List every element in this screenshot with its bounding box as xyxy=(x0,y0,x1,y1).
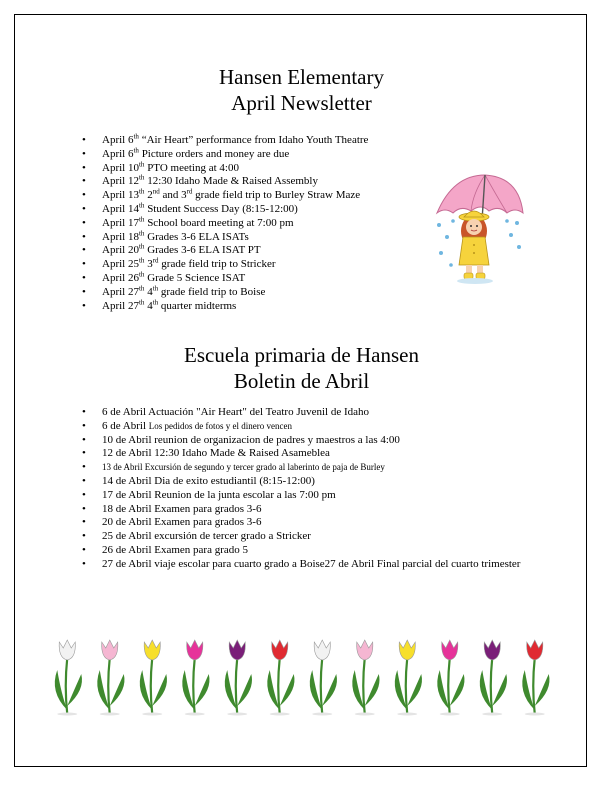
ordinal-suffix: th xyxy=(133,132,139,141)
ordinal-suffix: th xyxy=(138,270,145,279)
event-text: April 12 xyxy=(102,175,139,188)
tulip-icon xyxy=(352,640,379,716)
event-text: 17 de Abril Reunion de la junta escolar a las 7:00 pm xyxy=(102,488,336,501)
event-text: grade field trip to Boise xyxy=(158,285,266,298)
event-text: grade field trip to Stricker xyxy=(158,258,276,271)
spanish-event-item xyxy=(82,406,542,420)
tulip-icon xyxy=(437,640,464,716)
event-text: 12 de Abril 12:30 Idaho Made & Raised Asameblea xyxy=(102,447,330,460)
event-text: April 20 xyxy=(102,244,139,257)
spanish-event-list xyxy=(82,406,542,572)
english-event-item xyxy=(82,297,368,314)
spanish-subtitle: Boletin de Abril xyxy=(233,369,370,393)
english-event-item xyxy=(82,258,368,272)
english-event-item xyxy=(82,217,368,231)
event-text: 25 de Abril excursión de tercer grado a Stricker xyxy=(102,530,311,543)
event-text: 20 de Abril Examen para grados 3-6 xyxy=(102,516,262,529)
tulip-icon xyxy=(522,640,549,716)
event-text: 6 de Abril Actuación "Air Heart" del Teatro Juvenil de Idaho xyxy=(102,406,370,418)
event-text: April 6 xyxy=(102,147,134,160)
ordinal-suffix: th xyxy=(138,215,145,224)
event-text: April 6 xyxy=(102,134,134,146)
ordinal-suffix: th xyxy=(138,284,145,293)
english-title: Hansen Elementary xyxy=(218,65,385,89)
english-event-item xyxy=(82,244,368,258)
spanish-event-item xyxy=(82,503,542,517)
english-event-item xyxy=(82,203,368,217)
event-text: April 26 xyxy=(102,271,139,284)
english-event-item xyxy=(82,189,368,203)
spanish-event-item xyxy=(82,434,542,448)
event-text: April 25 xyxy=(102,258,139,271)
english-event-list xyxy=(82,134,368,313)
spanish-event-item xyxy=(82,489,542,503)
event-text: 4 xyxy=(144,285,153,298)
english-event-item xyxy=(82,272,368,286)
event-text: PTO meeting at 4:00 xyxy=(144,161,239,174)
tulip-icon xyxy=(225,640,252,716)
ordinal-suffix: th xyxy=(138,201,145,210)
spanish-event-item xyxy=(82,558,542,572)
event-text: April 17 xyxy=(102,216,139,229)
spanish-event-item xyxy=(82,544,542,558)
spanish-event-item xyxy=(82,420,542,434)
event-text: 14 de Abril Dia de exito estudiantil (8:15-12:00) xyxy=(102,474,315,487)
ordinal-suffix: rd xyxy=(152,256,159,265)
ordinal-suffix: th xyxy=(138,159,145,168)
tulip-icon xyxy=(55,640,82,716)
tulip-row-icon xyxy=(46,636,556,716)
ordinal-suffix: th xyxy=(138,228,145,237)
event-text: 10 de Abril reunion de organizacion de padres y maestros a las 4:00 xyxy=(102,433,400,446)
english-event-item xyxy=(82,286,368,300)
spanish-event-item xyxy=(82,530,542,544)
english-subtitle: April Newsletter xyxy=(231,91,372,115)
event-text: 12:30 Idaho Made & Raised Assembly xyxy=(144,175,318,188)
ordinal-suffix: th xyxy=(152,284,159,293)
event-text: 18 de Abril Examen para grados 3-6 xyxy=(102,502,262,515)
event-text: April 10 xyxy=(102,161,139,174)
event-text: and 3 xyxy=(159,189,187,202)
ordinal-suffix: nd xyxy=(152,187,160,196)
ordinal-suffix: th xyxy=(138,187,145,196)
event-text: Grades 3-6 ELA ISAT PT xyxy=(144,244,261,257)
event-text: April 14 xyxy=(102,202,139,215)
event-text: 27 de Abril viaje escolar para cuarto grado a Boise27 de Abril Final parcial del cuarto trimester xyxy=(102,557,521,570)
tulip-icon xyxy=(395,640,422,716)
english-heading xyxy=(0,64,603,116)
spanish-event-item xyxy=(82,516,542,530)
english-event-item xyxy=(82,148,368,162)
event-text: Grade 5 Science ISAT xyxy=(144,271,246,284)
spanish-event-item xyxy=(82,475,542,489)
ordinal-suffix: th xyxy=(133,146,139,155)
event-text: Grades 3-6 ELA ISATs xyxy=(144,230,249,243)
event-text: quarter midterms xyxy=(158,299,237,312)
event-text: grade field trip to Burley Straw Maze xyxy=(192,189,361,202)
tulip-icon xyxy=(97,640,124,716)
tulip-icon xyxy=(480,640,507,716)
event-text: “Air Heart” performance from Idaho Youth Theatre xyxy=(138,134,369,146)
event-text: 4 xyxy=(144,299,153,312)
event-text: April 27 xyxy=(102,285,139,298)
spanish-title: Escuela primaria de Hansen xyxy=(184,343,419,367)
ordinal-suffix: rd xyxy=(186,187,193,196)
event-text: 2 xyxy=(144,189,153,202)
english-event-item xyxy=(82,134,368,148)
event-text: Student Success Day (8:15-12:00) xyxy=(144,202,298,215)
event-text: 3 xyxy=(144,258,153,271)
event-text: April 13 xyxy=(102,189,139,202)
ordinal-suffix: th xyxy=(138,256,145,265)
ordinal-suffix: th xyxy=(138,173,145,182)
event-text: 26 de Abril Examen para grado 5 xyxy=(102,543,249,556)
tulip-icon xyxy=(310,640,337,716)
event-text: April 27 xyxy=(102,299,139,312)
english-event-item xyxy=(82,159,368,176)
event-text: April 18 xyxy=(102,230,139,243)
spanish-heading xyxy=(0,342,603,394)
tulip-icon xyxy=(267,640,294,716)
event-text: School board meeting at 7:00 pm xyxy=(144,216,294,229)
spanish-event-item xyxy=(82,461,542,475)
event-text: Los pedidos de fotos y el dinero vencen xyxy=(148,420,292,431)
ordinal-suffix: th xyxy=(152,297,159,306)
ordinal-suffix: th xyxy=(138,242,145,251)
tulip-icon xyxy=(182,640,209,716)
event-text: Picture orders and money are due xyxy=(138,147,290,160)
tulip-icon xyxy=(140,640,167,716)
spanish-event-item xyxy=(82,447,542,461)
ordinal-suffix: th xyxy=(138,297,145,306)
english-event-item xyxy=(82,175,368,189)
girl-with-umbrella-icon xyxy=(433,173,525,285)
event-text: 6 de Abril xyxy=(102,419,149,432)
english-event-item xyxy=(82,228,368,245)
event-text: 13 de Abril Excursión de segundo y tercer grado al laberinto de paja de Burley xyxy=(102,462,385,473)
